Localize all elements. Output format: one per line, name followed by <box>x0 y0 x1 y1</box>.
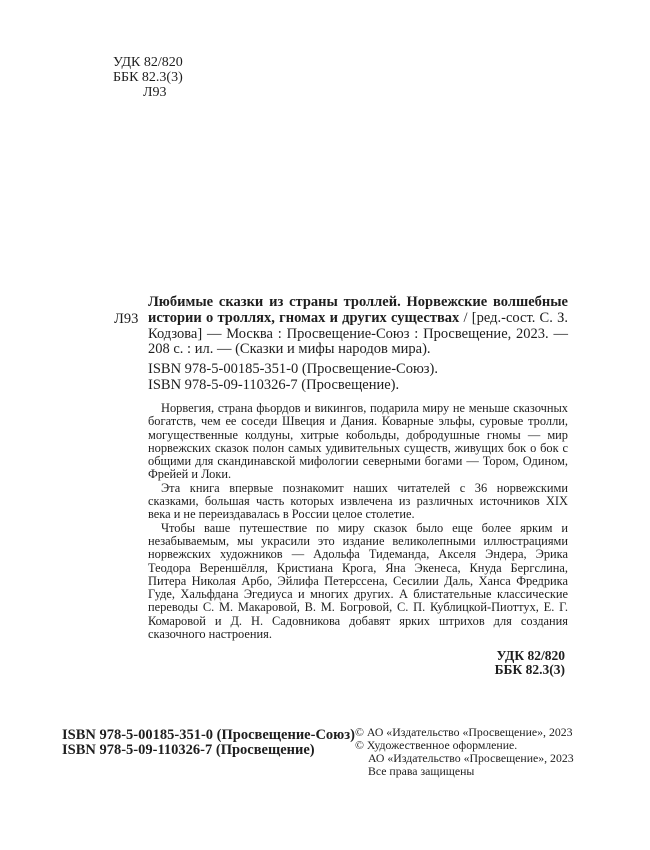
bbk-code-footer: ББК 82.3(3) <box>494 661 565 677</box>
bbk-code: ББК 82.3(3) <box>113 70 183 85</box>
catalog-description <box>148 295 568 358</box>
copyright-line: Все права защищены <box>368 764 475 778</box>
catalog-author-sign: Л93 <box>114 311 139 327</box>
footer-isbn-block <box>62 728 355 758</box>
bottom-classification-block <box>495 649 565 677</box>
catalog-imprint-details: / [ред.-сост. С. З. Кодзова] — Москва : Просвещение-Союз : Просвещение, 2023. — 208 с. : ил. — (Сказки и мифы народов мира). <box>148 309 568 358</box>
annotation-paragraph: Чтобы ваше путешествие по миру сказок было еще более ярким и незабываемым, мы украсили это издание великолепными иллюстрациями норвежских художников — Адольфа Тидеманда, Акселя Эндера, Эрика Теодора Вереншёлля, Кристиана Крога, Яна Экенеса, Кнуда Бергслина, Питера Николая Арбо, Эйлифа Петерссена, Сесилии Даль, Ханса Фредрика Гуде, Хальфдана Эгедиуса и многих других. А блистательные классические переводы С. М. Макаровой, В. М. Богровой, С. П. Кублицкой-Пиоттух, Е. Г. Комаровой и Д. Н. Садовникова добавят ярких штрихов для создания сказочного настроения. <box>148 520 568 642</box>
udk-code-footer: УДК 82/820 <box>496 648 565 663</box>
udk-code: УДК 82/820 <box>113 55 183 70</box>
copyright-line: АО «Издательство «Просвещение», 2023 <box>368 751 574 765</box>
book-title: Любимые сказки из страны троллей. Норвежские волшебные истории о троллях, гномах и других существах <box>148 294 568 326</box>
top-classification-block <box>113 55 183 100</box>
footer-isbn-line: ISBN 978-5-09-110326-7 (Просвещение) <box>62 741 315 758</box>
copyright-line: © АО «Издательство «Просвещение», 2023 <box>355 725 573 739</box>
annotation-paragraph: Норвегия, страна фьордов и викингов, подарила миру не меньше сказочных богатств, чем ее соседи Швеция и Дания. Коварные эльфы, суровые тролли, могущественные колдуны, хитрые кобольды, добродушные гномы — мир норвежских сказок полон самых удивительных существ, живущих бок о бок с общими для скандинавской мифологии северными богами — Тором, Одином, Фрейей и Локи. <box>148 401 568 482</box>
copyright-line: © Художественное оформление. <box>355 738 518 752</box>
catalog-isbn-line: ISBN 978-5-09-110326-7 (Просвещение). <box>148 376 400 393</box>
annotation-paragraph: Эта книга впервые познакомит наших читателей с 36 норвежскими сказками, большая часть которых извлечена из различных источников XIX века и не переиздавалась в России целое столетие. <box>148 480 568 522</box>
footer-isbn-line: ISBN 978-5-00185-351-0 (Просвещение-Союз) <box>62 727 355 743</box>
copyright-block <box>355 726 574 778</box>
author-sign: Л93 <box>143 85 167 100</box>
catalog-entry <box>148 295 568 393</box>
annotation-block <box>148 402 568 641</box>
catalog-isbn-block <box>148 362 568 393</box>
catalog-isbn-line: ISBN 978-5-00185-351-0 (Просвещение-Союз). <box>148 361 438 378</box>
